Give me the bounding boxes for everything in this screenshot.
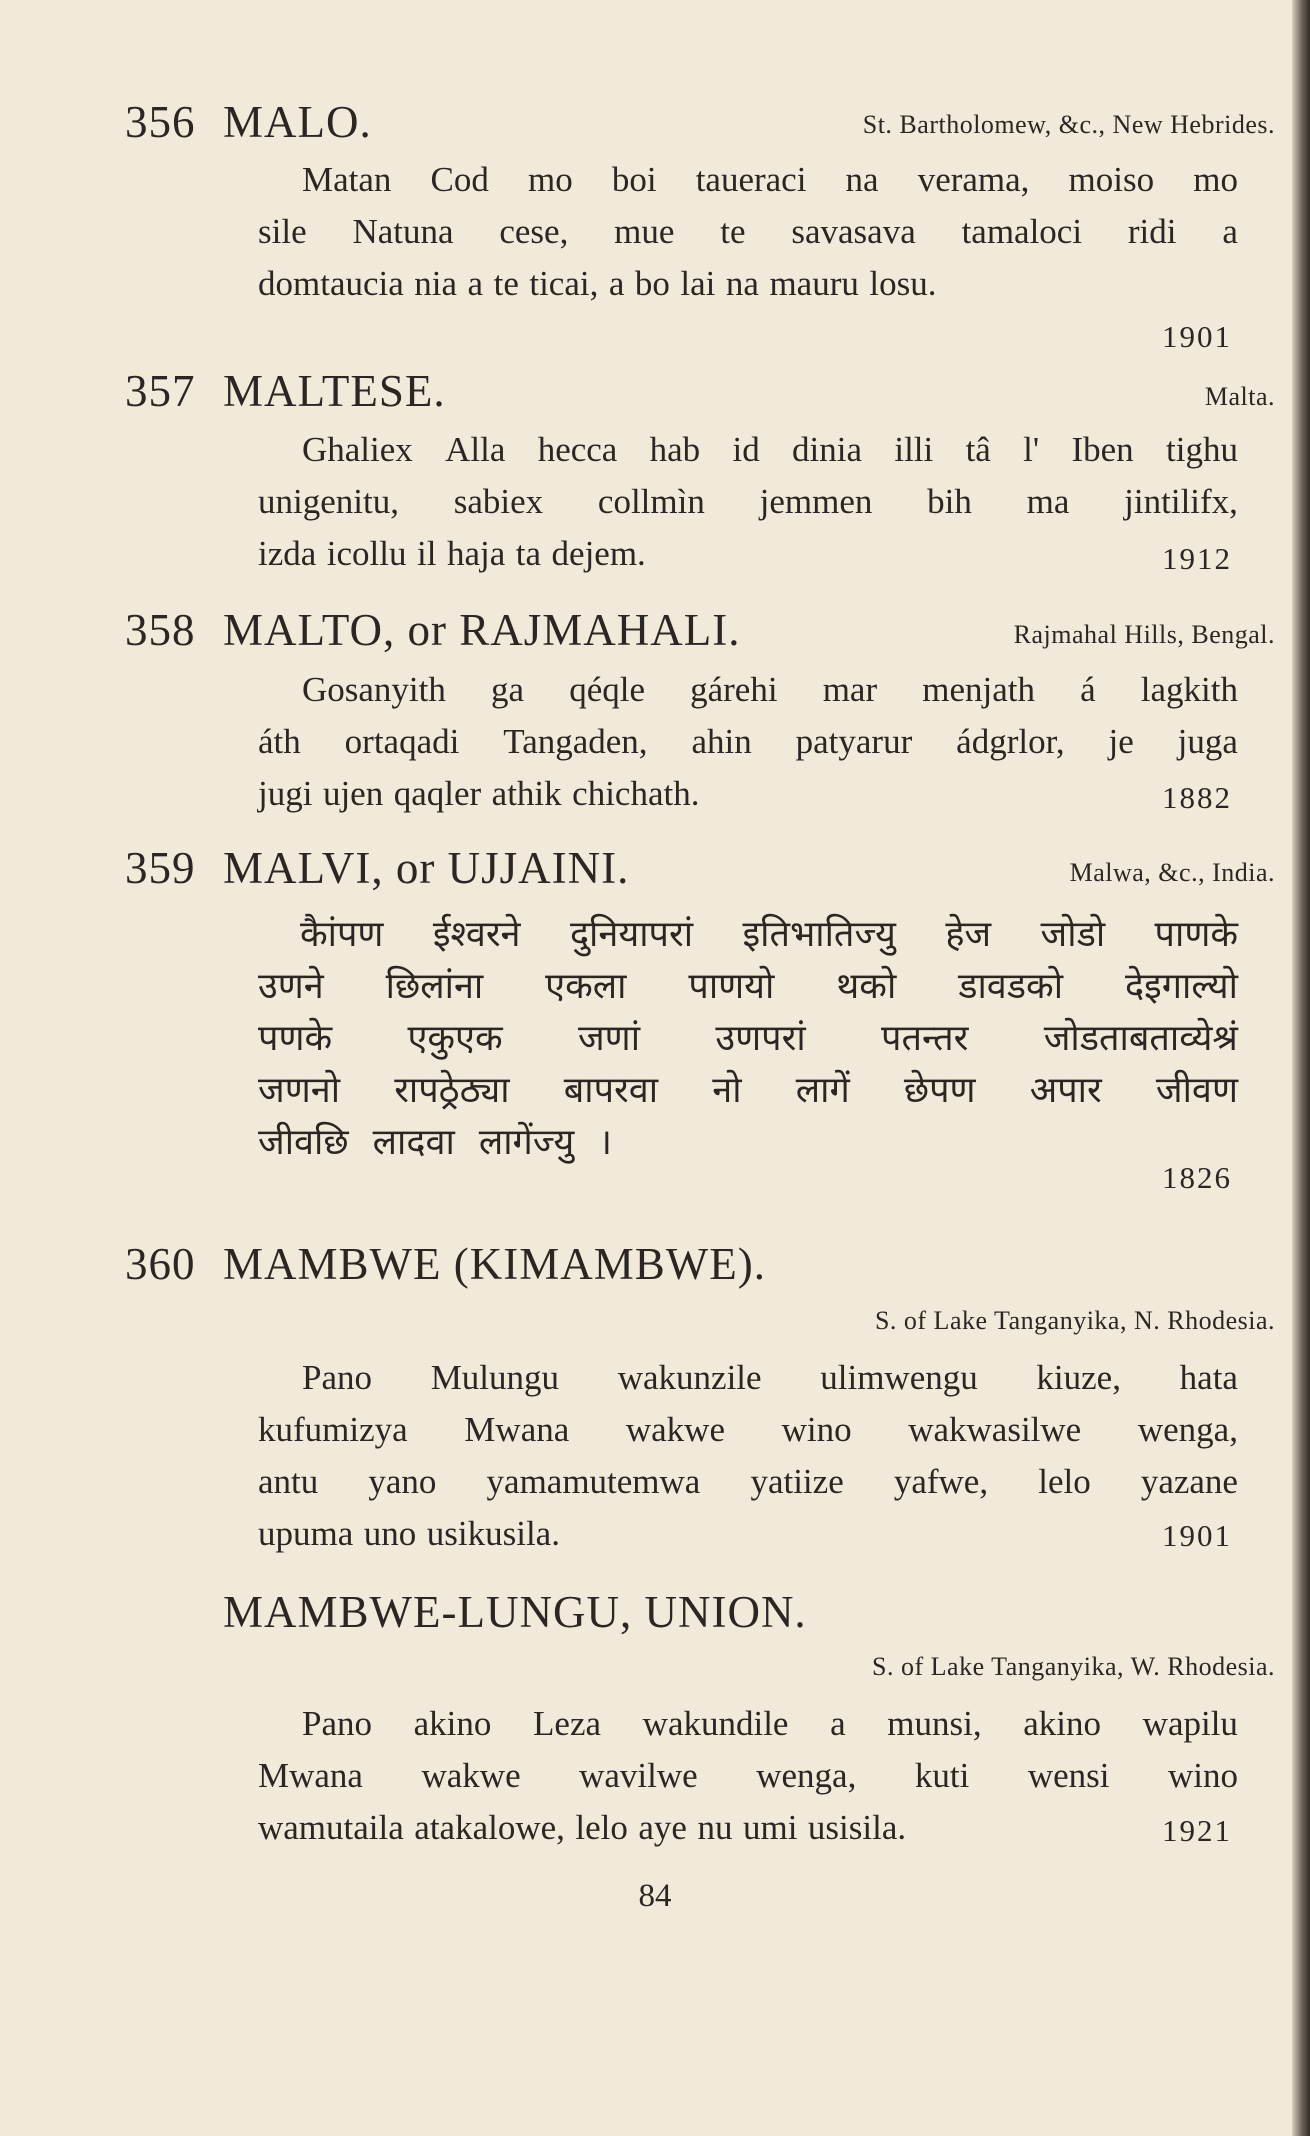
word: wapilu [1142, 1704, 1238, 1743]
word: usikusila. [426, 1514, 560, 1553]
word: wino [1167, 1756, 1238, 1795]
word: sile [258, 212, 307, 251]
word: Gosanyith [302, 670, 446, 709]
word: जणां [577, 1018, 641, 1059]
word: Cod [430, 160, 489, 199]
word: mar [822, 670, 878, 709]
word: juga [1177, 722, 1238, 761]
entry-year: 1921 [1162, 1813, 1232, 1848]
entry-heading [223, 1586, 807, 1638]
word: atakalowe, [414, 1808, 565, 1847]
word: kufumizya [258, 1410, 408, 1449]
word: नो [712, 1070, 742, 1111]
word: haja [446, 534, 506, 573]
word: uno [363, 1514, 417, 1553]
word: wino [781, 1410, 852, 1449]
word: je [1108, 722, 1134, 761]
word: bo [634, 264, 670, 303]
devanagari-line [258, 960, 1238, 1009]
entry-number: 357 [125, 366, 196, 416]
word: savasava [791, 212, 916, 251]
word: a [608, 264, 625, 303]
word: ádgrlor, [956, 722, 1065, 761]
language-name: MALTESE. [223, 366, 446, 416]
word: एकला [545, 966, 627, 1007]
devanagari-line [300, 908, 1238, 957]
word: अपार [1029, 1070, 1102, 1111]
word: ridi [1127, 212, 1177, 251]
entry-year: 1901 [1162, 319, 1232, 354]
word: hab [649, 430, 701, 469]
word: कैांपण [300, 914, 384, 955]
word: hecca [537, 430, 618, 469]
word: उणपरां [715, 1018, 806, 1059]
word: Pano [302, 1704, 372, 1743]
word: ईश्वरने [432, 914, 521, 955]
word: yatiize [750, 1462, 844, 1501]
word: te [493, 264, 519, 303]
word: bih [927, 482, 972, 521]
word: बापरवा [563, 1070, 659, 1111]
word: mauru [769, 264, 859, 303]
word: wakwe [625, 1410, 725, 1449]
word: antu [258, 1462, 319, 1501]
word: जीवछि [258, 1122, 349, 1163]
word: Iben [1071, 430, 1134, 469]
entry-heading [125, 1238, 766, 1290]
entry-year: 1826 [1162, 1160, 1232, 1195]
word: mue [614, 212, 675, 251]
devanagari-line [258, 1064, 1238, 1113]
word: Mwana [258, 1756, 363, 1795]
entry-location: Rajmahal Hills, Bengal. [1013, 620, 1275, 649]
word: taueraci [695, 160, 807, 199]
word: dinia [792, 430, 863, 469]
word: id [732, 430, 760, 469]
word: áth [258, 722, 301, 761]
word: पाणके [1154, 914, 1238, 955]
word: ta [515, 534, 542, 573]
text-line [302, 672, 1238, 707]
word: ulimwengu [820, 1358, 978, 1397]
word: ga [491, 670, 525, 709]
word: । [598, 1122, 612, 1163]
word: जीवण [1155, 1070, 1238, 1111]
word: लागें [795, 1070, 850, 1111]
word: á [1080, 670, 1096, 709]
word: athik [491, 774, 562, 813]
word: wakwe [421, 1756, 521, 1795]
word: छिलांना [385, 966, 484, 1007]
word: ortaqadi [344, 722, 460, 761]
word: एकुएक [407, 1018, 503, 1059]
word: qéqle [569, 670, 645, 709]
word: lai [680, 264, 716, 303]
text-line [302, 1706, 1238, 1741]
entry-location: S. of Lake Tanganyika, N. Rhodesia. [874, 1306, 1275, 1335]
word: a [467, 264, 484, 303]
word: ahin [691, 722, 752, 761]
text-line [258, 724, 1238, 759]
word: ma [1026, 482, 1070, 521]
word: ticai, [529, 264, 599, 303]
word: mo [528, 160, 573, 199]
language-name: MALO. [223, 97, 372, 147]
word: l' [1023, 430, 1040, 469]
word: tamaloci [961, 212, 1083, 251]
devanagari-line [258, 1012, 1238, 1061]
word: पणके [258, 1018, 333, 1059]
entry-location: S. of Lake Tanganyika, W. Rhodesia. [872, 1652, 1275, 1681]
word: छेपण [903, 1070, 976, 1111]
word: wamutaila [258, 1808, 404, 1847]
word: इतिभातिज्यु [742, 914, 896, 955]
word: yazane [1140, 1462, 1238, 1501]
word: wakwasilwe [908, 1410, 1082, 1449]
word: Ghaliex [302, 430, 413, 469]
word: jintilifx, [1124, 482, 1238, 521]
entry-number: 360 [125, 1239, 196, 1289]
word: boi [611, 160, 657, 199]
word: nu [697, 1808, 733, 1847]
word: Pano [302, 1358, 372, 1397]
word: dejem. [551, 534, 646, 573]
word: Mwana [464, 1410, 570, 1449]
text-line [258, 266, 1238, 301]
entry-year: 1882 [1162, 780, 1232, 815]
text-line [258, 1464, 1238, 1499]
word: wensi [1027, 1756, 1110, 1795]
text-line [258, 1758, 1238, 1793]
entry-location: Malta. [1204, 382, 1275, 411]
entry-location: St. Bartholomew, &c., New Hebrides. [862, 110, 1275, 139]
word: lelo [575, 1808, 628, 1847]
page-number: 84 [638, 1878, 672, 1914]
word: दुनियापरां [569, 914, 694, 955]
word: Alla [445, 430, 506, 469]
word: Tangaden, [503, 722, 648, 761]
entry-number: 358 [125, 605, 196, 655]
entry-year: 1901 [1162, 1518, 1232, 1553]
language-name: MAMBWE (KIMAMBWE). [223, 1239, 766, 1289]
word: na [845, 160, 879, 199]
word: mo [1193, 160, 1238, 199]
word: akino [413, 1704, 492, 1743]
word: yafwe, [893, 1462, 989, 1501]
word: a [830, 1704, 846, 1743]
word: जोडो [1040, 914, 1106, 955]
entry-year: 1912 [1162, 541, 1232, 576]
text-line [258, 1810, 1238, 1845]
word: देइगाल्यो [1124, 966, 1238, 1007]
word: chichath. [572, 774, 700, 813]
word: wavilwe [579, 1756, 698, 1795]
text-line [302, 1360, 1238, 1395]
word: hata [1179, 1358, 1238, 1397]
language-name: MAMBWE-LUNGU, UNION. [223, 1587, 807, 1637]
word: umi [742, 1808, 798, 1847]
word: kuti [914, 1756, 970, 1795]
word: lagkith [1140, 670, 1238, 709]
word: collmìn [597, 482, 705, 521]
word: munsi, [887, 1704, 982, 1743]
word: lelo [1038, 1462, 1091, 1501]
word: wenga, [756, 1756, 857, 1795]
word: yamamutemwa [486, 1462, 701, 1501]
word: cese, [499, 212, 569, 251]
word: verama, [917, 160, 1030, 199]
text-line [258, 536, 1238, 571]
entry-heading [125, 842, 629, 894]
word: jugi [258, 774, 313, 813]
word: रापठ्रेठ्या [394, 1070, 510, 1111]
text-line [302, 432, 1238, 467]
word: jemmen [759, 482, 873, 521]
word: sabiex [453, 482, 544, 521]
word: पतन्तर [881, 1018, 969, 1059]
entry-heading [125, 365, 446, 417]
word: usisila. [807, 1808, 907, 1847]
word: Matan [302, 160, 392, 199]
word: izda [258, 534, 317, 573]
word: wakunzile [617, 1358, 762, 1397]
text-line [258, 484, 1238, 519]
word: Natuna [352, 212, 454, 251]
entry-location: Malwa, &c., India. [1069, 858, 1275, 887]
word: Leza [533, 1704, 602, 1743]
text-line [258, 1516, 1238, 1551]
word: ujen [322, 774, 384, 813]
word: qaqler [393, 774, 482, 813]
word: icollu [326, 534, 407, 573]
text-line [258, 1412, 1238, 1447]
word: हेज [945, 914, 992, 955]
word: upuma [258, 1514, 354, 1553]
text-line [258, 776, 1238, 811]
text-line [258, 214, 1238, 249]
word: लागेंज्यु [478, 1122, 575, 1163]
word: पाणयो [688, 966, 775, 1007]
entry-number: 359 [125, 843, 196, 893]
word: illi [894, 430, 934, 469]
word: उणने [258, 966, 324, 1007]
word: losu. [869, 264, 937, 303]
word: aye [638, 1808, 687, 1847]
word: gárehi [690, 670, 778, 709]
word: na [725, 264, 759, 303]
page-edge [1292, 0, 1310, 2136]
entry-heading [125, 96, 372, 148]
language-name: MALTO, or RAJMAHALI. [223, 605, 741, 655]
word: tighu [1166, 430, 1238, 469]
word: wenga, [1137, 1410, 1238, 1449]
entry-heading [125, 604, 741, 656]
word: domtaucia [258, 264, 404, 303]
word: जोडताबताव्येश्रं [1043, 1018, 1238, 1059]
word: il [417, 534, 437, 573]
word: unigenitu, [258, 482, 399, 521]
word: akino [1023, 1704, 1102, 1743]
word: डावडको [958, 966, 1064, 1007]
word: te [720, 212, 746, 251]
word: patyarur [795, 722, 913, 761]
word: Mulungu [430, 1358, 560, 1397]
word: yano [368, 1462, 437, 1501]
word: जणनो [258, 1070, 341, 1111]
word: moiso [1068, 160, 1155, 199]
word: थको [836, 966, 897, 1007]
word: wakundile [642, 1704, 789, 1743]
word: kiuze, [1036, 1358, 1121, 1397]
language-name: MALVI, or UJJAINI. [223, 843, 630, 893]
devanagari-line [258, 1116, 612, 1165]
word: menjath [922, 670, 1035, 709]
text-line [302, 162, 1238, 197]
word: nia [414, 264, 458, 303]
word: a [1222, 212, 1238, 251]
entry-number: 356 [125, 97, 196, 147]
word: लादवा [372, 1122, 455, 1163]
word: tâ [965, 430, 991, 469]
